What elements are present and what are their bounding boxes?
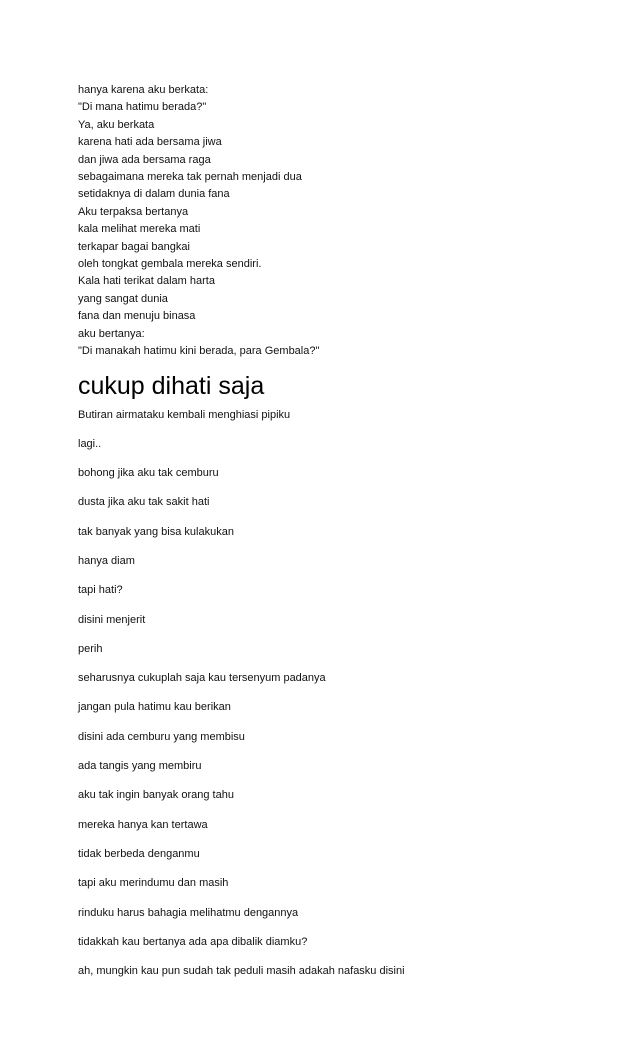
paragraph: jangan pula hatimu kau berikan [78, 701, 231, 714]
paragraph: hanya diam [78, 554, 135, 567]
paragraph: tapi hati? [78, 584, 123, 597]
poem-line: kala melihat mereka mati [78, 223, 201, 236]
poem-line: dan jiwa ada bersama raga [78, 153, 211, 166]
paragraph: ah, mungkin kau pun sudah tak peduli masih adakah nafasku disini [78, 965, 405, 978]
poem-block [78, 82, 598, 361]
paragraph: disini menjerit [78, 613, 146, 626]
poem-line: yang sangat dunia [78, 292, 168, 305]
document-page [78, 82, 598, 993]
section-body [78, 408, 598, 979]
poem-line: hanya karena aku berkata: [78, 84, 209, 96]
poem-line: "Di mana hatimu berada?" [78, 101, 207, 114]
poem-line: Aku terpaksa bertanya [78, 205, 189, 218]
paragraph: mereka hanya kan tertawa [78, 818, 208, 831]
poem-line: terkapar bagai bangkai [78, 240, 190, 253]
paragraph: rinduku harus bahagia melihatmu dengannya [78, 906, 299, 919]
paragraph: lagi.. [78, 437, 102, 450]
poem-line: sebagaimana mereka tak pernah menjadi dua [78, 171, 302, 184]
poem-line: Ya, aku berkata [78, 118, 155, 131]
paragraph: tidakkah kau bertanya ada apa dibalik diamku? [78, 935, 308, 948]
poem-line: oleh tongkat gembala mereka sendiri. [78, 258, 262, 271]
poem-line: karena hati ada bersama jiwa [78, 136, 222, 149]
poem-line: fana dan menuju binasa [78, 310, 196, 323]
paragraph: ada tangis yang membiru [78, 760, 202, 773]
paragraph: tapi aku merindumu dan masih [78, 877, 229, 890]
poem-line: aku bertanya: [78, 327, 145, 340]
poem-line: setidaknya di dalam dunia fana [78, 188, 230, 201]
paragraph: bohong jika aku tak cemburu [78, 467, 219, 480]
paragraph: tak banyak yang bisa kulakukan [78, 525, 234, 538]
paragraph: dusta jika aku tak sakit hati [78, 496, 210, 509]
paragraph: disini ada cemburu yang membisu [78, 730, 245, 743]
paragraph: perih [78, 642, 103, 655]
section-heading: cukup dihati saja [78, 371, 265, 400]
poem-line: "Di manakah hatimu kini berada, para Gembala?" [78, 345, 320, 358]
poem-line: Kala hati terikat dalam harta [78, 275, 215, 288]
paragraph: Butiran airmataku kembali menghiasi pipiku [78, 408, 291, 421]
paragraph: seharusnya cukuplah saja kau tersenyum padanya [78, 672, 326, 685]
paragraph: aku tak ingin banyak orang tahu [78, 789, 234, 802]
paragraph: tidak berbeda denganmu [78, 847, 200, 860]
